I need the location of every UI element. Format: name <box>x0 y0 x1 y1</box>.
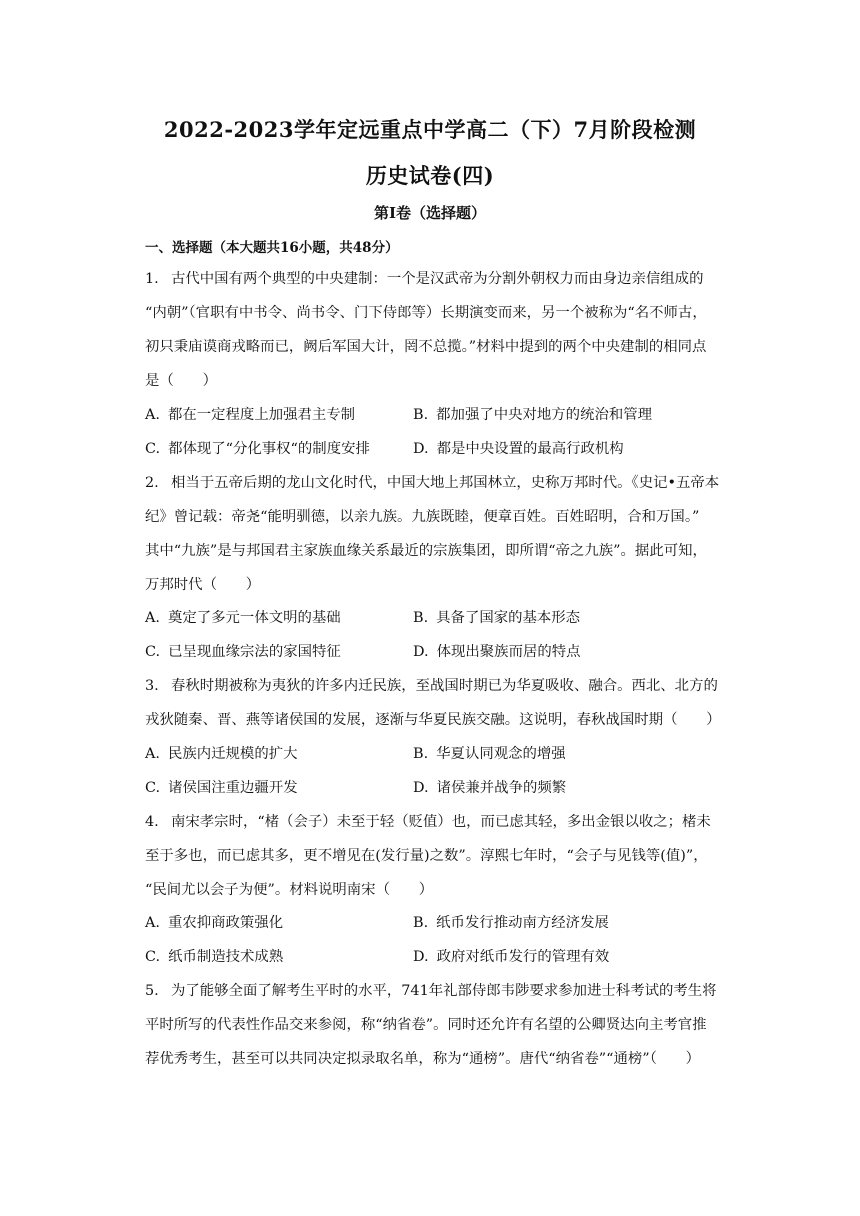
question-1-option-d[interactable]: D. 都是中央设置的最高行政机构 <box>413 441 624 457</box>
question-number: 4. <box>145 814 159 830</box>
question-5-line-1: 5. 为了能够全面了解考生平时的水平，741年礼部侍郎韦陟要求参加进士科考试的考生将 <box>145 983 717 999</box>
question-number: 3. <box>145 678 159 694</box>
question-3-option-c[interactable]: C. 诸侯国注重边疆开发 <box>145 780 298 796</box>
question-2-line-1: 2. 相当于五帝后期的龙山文化时代，中国大地上邦国林立，史称万邦时代。《史记•五帝本 <box>145 475 720 491</box>
question-4-option-d[interactable]: D. 政府对纸币发行的管理有效 <box>413 949 610 965</box>
question-1-line-1: 1. 古代中国有两个典型的中央建制：一个是汉武帝为分割外朝权力而由身边亲信组成的 <box>145 271 704 287</box>
question-1-line-2: “内朝”（官职有中书令、尚书令、门下侍郎等）长期演变而来，另一个被称为“名不师古， <box>145 305 707 321</box>
question-number: 1. <box>145 271 159 287</box>
question-1-option-a[interactable]: A. 都在一定程度上加强君主专制 <box>145 407 356 423</box>
question-1-line-4: 是（ ） <box>145 373 217 389</box>
question-2-line-3: 其中“九族”是与邦国君主家族血缘关系最近的宗族集团，即所谓“帝之九族”。据此可知， <box>145 543 707 559</box>
question-3-line-1: 3. 春秋时期被称为夷狄的许多内迁民族，至战国时期已为华夏吸收、融合。西北、北方的 <box>145 678 718 694</box>
question-2-line-2: 纪》曾记载：帝尧“能明驯德，以亲九族。九族既睦，便章百姓。百姓昭明，合和万国。” <box>145 509 700 525</box>
question-5-line-3: 荐优秀考生，甚至可以共同决定拟录取名单，称为“通榜”。唐代“纳省卷”“通榜”（ ） <box>145 1051 701 1067</box>
question-2-option-c[interactable]: C. 已呈现血缘宗法的家国特征 <box>145 644 341 660</box>
question-4-line-2: 至于多也，而已虑其多，更不增见在(发行量)之数”。淳熙七年时，“会子与见钱等(值)”， <box>145 848 708 864</box>
question-5-line-2: 平时所写的代表性作品交来参阅，称“纳省卷”。同时还允许有名望的公卿贤达向主考官推 <box>145 1017 707 1033</box>
question-4-option-b[interactable]: B. 纸币发行推动南方经济发展 <box>413 915 609 931</box>
exam-title: 2022-2023学年定远重点中学高二（下）7月阶段检测 <box>163 117 697 142</box>
question-3-option-d[interactable]: D. 诸侯兼并战争的频繁 <box>413 780 567 796</box>
question-3-option-b[interactable]: B. 华夏认同观念的增强 <box>413 746 566 762</box>
exam-subtitle: 历史试卷(四) <box>365 163 495 188</box>
question-4-line-3: “民间尤以会子为便”。材料说明南宋（ ） <box>145 882 434 898</box>
question-1-option-c[interactable]: C. 都体现了“分化事权“的制度安排 <box>145 441 370 457</box>
question-4-option-a[interactable]: A. 重农抑商政策强化 <box>145 915 284 931</box>
question-4-line-1: 4. 南宋孝宗时，“楮（会子）未至于轻（贬值）也，而已虑其轻，多出金银以收之；楮未 <box>145 814 711 830</box>
question-2-option-d[interactable]: D. 体现出聚族而居的特点 <box>413 644 581 660</box>
part-heading: 一、选择题（本大题共16小题，共48分） <box>145 240 399 256</box>
question-1-option-b[interactable]: B. 都加强了中央对地方的统治和管理 <box>413 407 653 423</box>
question-3-line-2: 戎狄随秦、晋、燕等诸侯国的发展，逐渐与华夏民族交融。这说明，春秋战国时期（ ） <box>145 712 721 728</box>
question-4-option-c[interactable]: C. 纸币制造技术成熟 <box>145 949 284 965</box>
section-heading: 第I卷（选择题） <box>373 204 487 222</box>
question-number: 5. <box>145 983 159 999</box>
question-1-line-3: 初只秉庙谟商戎略而已，阙后军国大计，罔不总揽。”材料中提到的两个中央建制的相同点 <box>145 339 707 355</box>
question-number: 2. <box>145 475 159 491</box>
question-2-option-b[interactable]: B. 具备了国家的基本形态 <box>413 610 581 626</box>
question-3-option-a[interactable]: A. 民族内迁规模的扩大 <box>145 746 298 762</box>
question-2-line-4: 万邦时代（ ） <box>145 577 261 593</box>
question-2-option-a[interactable]: A. 奠定了多元一体文明的基础 <box>145 610 341 626</box>
